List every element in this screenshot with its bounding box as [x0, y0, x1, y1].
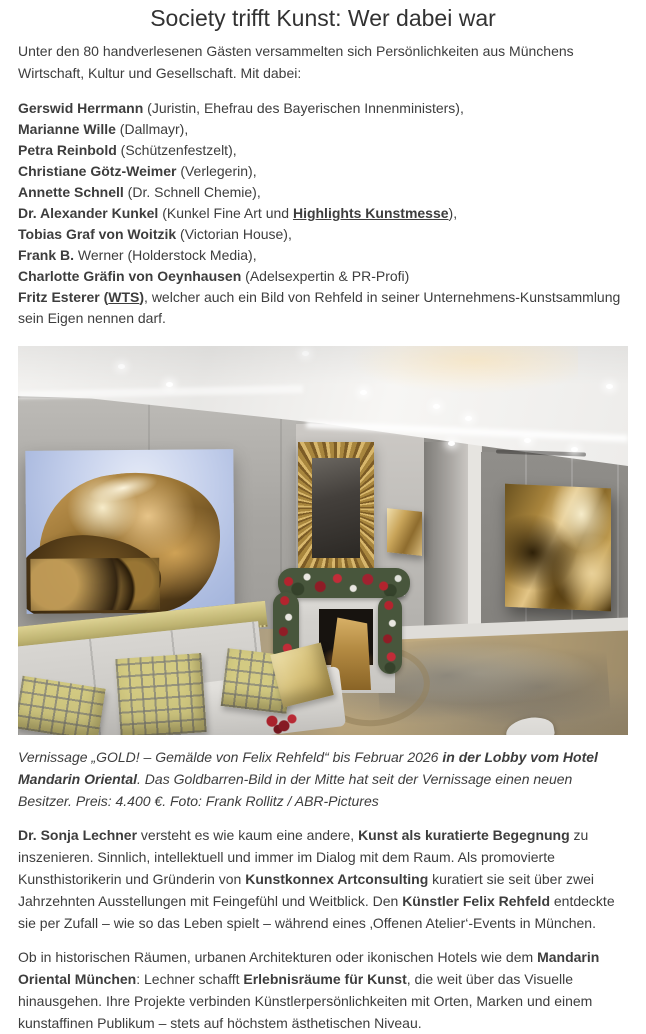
- text-run: (Schützenfestzelt),: [116, 142, 237, 158]
- recessed-light: [524, 438, 531, 443]
- intro-paragraph: Unter den 80 handverlesenen Gästen versammelten sich Persönlichkeiten aus Münchens Wirtschaft, Kultur und Gesellschaft. Mit dabei:: [18, 43, 574, 81]
- recessed-light: [571, 447, 578, 452]
- recessed-light: [606, 384, 613, 389]
- text-run: versteht es wie kaum eine andere,: [137, 827, 359, 843]
- text-run: zu inszenieren. Sinnlich, intellektuell und immer im Dialog mit dem Raum. Als promovierte Kunsthistorikerin und Gründerin von: [18, 827, 589, 887]
- text-run: Annette Schnell: [18, 184, 124, 200]
- text-run: kuratiert sie seit über zwei Jahrzehnten Ausstellungen mit Feingefühl und Weitblick. Den: [18, 871, 595, 909]
- text-run: Marianne Wille: [18, 121, 116, 137]
- text-run: ),: [448, 205, 458, 221]
- guest-list-item: [18, 140, 628, 161]
- text-run: Frank B.: [18, 247, 75, 263]
- recessed-light: [302, 351, 309, 356]
- text-run: ): [139, 289, 145, 305]
- lobby-photo: [18, 346, 628, 735]
- text-run: Ob in historischen Räumen, urbanen Architekturen oder ikonischen Hotels wie dem: [18, 949, 538, 965]
- recessed-light: [360, 390, 367, 395]
- ceiling-cove-glow: [348, 346, 578, 394]
- text-run: (Victorian House),: [176, 226, 292, 242]
- sunburst-mirror: [298, 442, 374, 574]
- text-run: (Kunkel Fine Art und: [158, 205, 293, 221]
- text-run: Dr. Sonja Lechner: [18, 827, 138, 843]
- text-run: Petra Reinbold: [18, 142, 117, 158]
- paragraph-sonja-lechner: [18, 824, 628, 934]
- text-run: (Verlegerin),: [176, 163, 257, 179]
- text-run: Kunstkonnex Artconsulting: [245, 871, 429, 887]
- text-run: (Juristin, Ehefrau des Bayerischen Innenministers),: [143, 100, 464, 116]
- text-run: : Lechner schafft: [136, 971, 244, 987]
- lobby-door-frame: [468, 442, 481, 645]
- guest-list-item: [18, 182, 628, 203]
- guest-list-item: [18, 224, 628, 245]
- text-run: Werner (Holderstock Media),: [74, 247, 257, 263]
- text-run: in der Lobby vom Hotel Mandarin Oriental: [18, 749, 598, 787]
- recessed-light: [166, 382, 173, 387]
- christmas-garland: [278, 568, 410, 598]
- text-run: (Dr. Schnell Chemie),: [123, 184, 261, 200]
- gold-bar-artwork: [387, 508, 422, 556]
- text-run: Gerswid Herrmann: [18, 100, 144, 116]
- text-run: Vernissage „GOLD! – Gemälde von Felix Rehfeld“ bis Februar 2026: [18, 749, 443, 765]
- garland-drape-right: [378, 596, 402, 674]
- text-run: Charlotte Gräfin von Oeynhausen: [18, 268, 242, 284]
- guest-list-item: [18, 266, 628, 287]
- text-run: Mandarin Oriental München: [18, 949, 600, 987]
- text-run: (Dallmayr),: [115, 121, 189, 137]
- text-run: , die weit über das Visuelle hinausgehen. Ihre Projekte verbinden Künstlerpersönlichkeiten mit Orten, Marken und einem kunstaffinen Publikum – stets auf höchstem ästhetischen Niveau.: [18, 971, 593, 1031]
- text-run: Kunst als kuratierte Begegnung: [358, 827, 570, 843]
- patterned-pillow: [115, 653, 206, 735]
- photo-caption: [18, 746, 628, 812]
- text-run: Tobias Graf von Woitzik: [18, 226, 177, 242]
- guest-list: [18, 98, 628, 329]
- gold-spheres: [30, 557, 159, 610]
- guest-list-item: [18, 119, 628, 140]
- guest-list-item: [18, 203, 628, 224]
- guest-list-item: [18, 161, 628, 182]
- gold-painting-abstract: [505, 484, 611, 612]
- guest-list-item: [18, 287, 628, 329]
- mirror-glass: [312, 458, 360, 558]
- recessed-light: [118, 364, 125, 369]
- text-link[interactable]: Highlights Kunstmesse: [292, 205, 449, 221]
- recessed-light: [465, 416, 472, 421]
- recessed-light: [433, 404, 440, 409]
- guest-list-item: [18, 98, 628, 119]
- article-page: [0, 4, 646, 1034]
- text-run: Fritz Esterer: [18, 289, 100, 305]
- text-run: Dr. Alexander Kunkel: [18, 205, 159, 221]
- text-run: . Das Goldbarren-Bild in der Mitte hat seit der Vernissage einen neuen Besitzer. Preis: 4.400 €. Foto: Frank Rollitz / ABR-Pictures: [18, 771, 573, 809]
- text-link[interactable]: WTS: [108, 289, 140, 305]
- recessed-light: [448, 441, 455, 446]
- text-run: Künstler Felix Rehfeld: [402, 893, 550, 909]
- text-run: Christiane Götz-Weimer: [18, 163, 177, 179]
- text-run: , welcher auch ein Bild von Rehfeld in seiner Unternehmens-Kunstsammlung sein Eigen nennen darf.: [18, 289, 621, 326]
- red-flowers: [260, 712, 300, 735]
- gold-painting-blue: [25, 449, 234, 614]
- text-run: entdeckte sie per Zufall – wie so das Leben spielt – während eines ‚Offenen Atelier‘-Events in München.: [18, 893, 615, 931]
- text-run: (Adelsexpertin & PR-Profi): [241, 268, 410, 284]
- text-run: (: [99, 289, 109, 305]
- page-title: Society trifft Kunst: Wer dabei war: [150, 5, 496, 31]
- text-run: Erlebnisräume für Kunst: [243, 971, 407, 987]
- article-photo-figure: [18, 346, 628, 812]
- guest-list-item: [18, 245, 628, 266]
- paragraph-mandarin-oriental: [18, 946, 628, 1034]
